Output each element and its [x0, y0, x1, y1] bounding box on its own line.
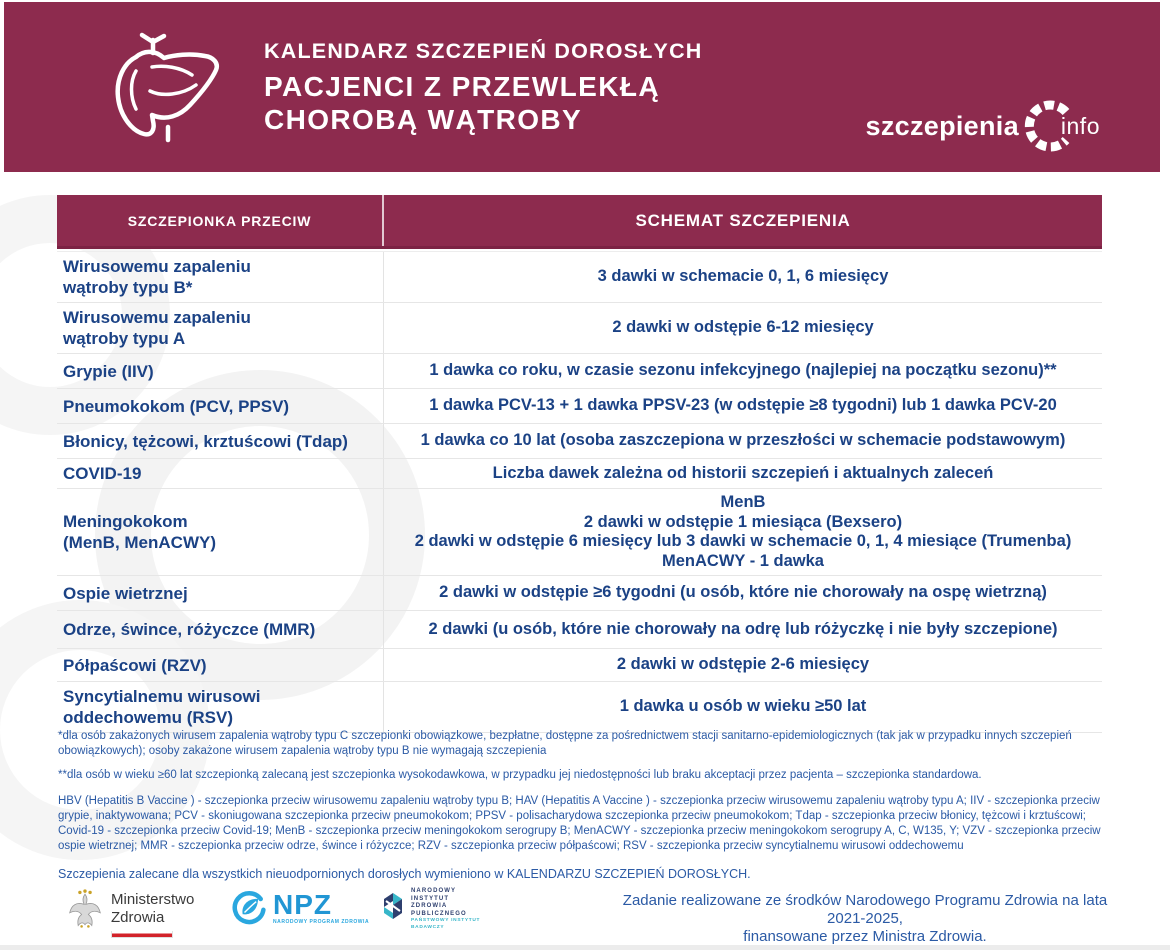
- ministry-name-line1: Ministerstwo: [111, 891, 195, 908]
- schema-text-line: 1 dawka PCV-13 + 1 dawka PPSV-23 (w odstępie ≥8 tygodni) lub 1 dawka PCV-20: [429, 396, 1057, 415]
- vaccine-name-line: oddechowemu (RSV): [63, 708, 234, 727]
- schema-cell: [384, 682, 1102, 732]
- schema-text-line: 2 dawki (u osób, które nie chorowały na odrę lub różyczkę i nie były szczepione): [428, 619, 1058, 638]
- schema-text-line: 2 dawki w odstępie ≥6 tygodni (u osób, które nie chorowały na ospę wietrzną): [439, 583, 1047, 602]
- vaccine-cell: [57, 649, 384, 681]
- banner-kicker: KALENDARZ SZCZEPIEŃ DOROSŁYCH: [264, 38, 703, 63]
- schema-cell: [384, 303, 1102, 353]
- funding-note: [610, 892, 1120, 946]
- nizp-line4: PUBLICZNEGO: [411, 910, 467, 917]
- vaccine-name-line: Odrze, śwince, różyczce (MMR): [63, 620, 316, 639]
- schema-text-line: 2 dawki w odstępie 6 miesięcy lub 3 dawki w schemacie 0, 1, 4 miesiące (Trumenba): [414, 532, 1072, 550]
- schema-cell: [384, 389, 1102, 423]
- table-row: [57, 489, 1102, 576]
- table-row: [57, 424, 1102, 459]
- vaccine-cell: [57, 576, 384, 610]
- poland-flag-bar: [111, 931, 173, 938]
- notes-section: [58, 729, 1108, 882]
- vaccine-cell: [57, 459, 384, 488]
- schema-cell: [384, 252, 1102, 302]
- schema-cell: [384, 459, 1102, 488]
- vaccine-cell: [57, 252, 384, 302]
- vaccine-name-line: Półpaścowi (RZV): [63, 655, 207, 675]
- vaccine-name-line: COVID-19: [63, 464, 142, 483]
- footnote-2: **dla osób w wieku ≥60 lat szczepionką zalecaną jest szczepionka wysokodawkowa, w przypadku jej niedostępności lub braku akceptacji przez pacjenta – szczepionka standardowa.: [58, 769, 982, 781]
- table-row: [57, 682, 1102, 733]
- nizp-line2: INSTYTUT: [411, 895, 450, 902]
- schema-text-line: Liczba dawek zależna od historii szczepień i aktualnych zaleceń: [492, 463, 994, 482]
- schema-text-line: 2 dawki w odstępie 1 miesiąca (Bexsero): [583, 512, 903, 531]
- header-banner: [4, 2, 1160, 172]
- vaccine-name-line: wątroby typu B*: [63, 278, 193, 297]
- funding-note-line1: Zadanie realizowane ze środków Narodowego Programu Zdrowia na lata 2021-2025,: [622, 892, 1108, 927]
- footnote-1: *dla osób zakażonych wirusem zapalenia wątroby typu C szczepionki obowiązkowe, bezpłatne, dostępne za pośrednictwem stacji sanitarno-epidemiologicznych (tak jak w przypadku innych szczepień obowiązkowych); osoby zakażone wirusem zapalenia wątroby typu B nie wymagają szczepienia: [58, 730, 1072, 757]
- vaccine-cell: [57, 489, 384, 575]
- schema-text-line: MenB: [720, 493, 766, 511]
- schema-cell: [384, 489, 1102, 575]
- table-row: [57, 389, 1102, 424]
- schema-text-line: 1 dawka u osób w wieku ≥50 lat: [619, 697, 867, 716]
- brand-suffix: info: [1060, 112, 1100, 139]
- vaccine-cell: [57, 389, 384, 423]
- vaccine-name-line: wątroby typu A: [63, 329, 186, 348]
- table-row: [57, 303, 1102, 354]
- vaccine-name-line: Pneumokokom (PCV, PPSV): [63, 396, 290, 416]
- ministry-name-line2: Zdrowia: [111, 909, 165, 926]
- npz-acronym: NPZ: [273, 888, 332, 920]
- schema-cell: [384, 424, 1102, 458]
- column-header-vaccine: SZCZEPIONKA PRZECIW: [57, 195, 384, 246]
- vaccine-cell: [57, 611, 384, 648]
- schema-text-line: 2 dawki w odstępie 2-6 miesięcy: [616, 655, 870, 674]
- schema-text-line: 2 dawki w odstępie 6-12 miesięcy: [612, 318, 874, 337]
- table-row: [57, 252, 1102, 303]
- nizp-line3: ZDROWIA: [411, 903, 448, 909]
- schema-text-line: 3 dawki w schemacie 0, 1, 6 miesięcy: [597, 267, 889, 286]
- pzh-mark-icon: [380, 890, 406, 920]
- recommendation-note: Szczepienia zalecane dla wszystkich nieuodpornionych dorosłych wymieniono w KALENDARZU SZCZEPIEŃ DOROSŁYCH.: [58, 867, 751, 881]
- table-row: [57, 459, 1102, 489]
- liver-icon: [106, 31, 236, 143]
- page-title-line1: PACJENCI Z PRZEWLEKŁĄ: [264, 70, 660, 102]
- vaccine-name-line: Ospie wietrznej: [63, 583, 188, 603]
- ministry-of-health-logo: [68, 889, 194, 938]
- schema-text-line: 1 dawka co roku, w czasie sezonu infekcyjnego (najlepiej na początku sezonu)**: [429, 361, 1057, 380]
- nizp-subline2: BADAWCZY: [411, 924, 445, 930]
- vaccine-cell: [57, 354, 384, 388]
- brand-word: szczepienia: [865, 110, 1019, 141]
- schema-cell: [384, 576, 1102, 610]
- vaccine-cell: [57, 303, 384, 353]
- npz-subtitle: NARODOWY PROGRAM ZDROWIA: [273, 918, 370, 925]
- vaccine-name-line: Wirusowemu zapaleniu: [63, 308, 251, 327]
- abbreviations-paragraph: HBV (Hepatitis B Vaccine ) - szczepionka przeciw wirusowemu zapaleniu wątroby typu B; HAV (Hepatitis A Vaccine ) - szczepionka przeciw wirusowemu zapaleniu wątroby typu A; IIV - szczepionka przeciw grypie, inaktywowana; PCV - skoniugowana szczepionka przeciw pneumokokom; PPSV - polisacharydowa szczepionka przeciw pneumokokom; Tdap - szczepionka przeciw błonicy, tężcowi i krztuścowi; Covid-19 - szczepionka przeciw Covid-19; MenB - szczepionka przeciw meningokokom serogrupy B; MenACWY - szczepionka przeciw meningokokom serogrupy A, C, W135, Y; VZV - szczepionka przeciw ospie wietrznej; MMR - szczepionka przeciw odrze, śwince i różyczce; RZV - szczepionka przeciw półpaścowi; RSV - szczepionka przeciw syncytialnemu wirusowi oddechowemu: [58, 795, 1101, 852]
- vaccine-name-line: Meningokokom: [63, 512, 188, 531]
- vaccine-cell: [57, 424, 384, 458]
- table-header-row: [57, 195, 1102, 249]
- npz-leaf-circle-icon: [231, 890, 267, 926]
- vaccine-table-body: [57, 251, 1102, 733]
- eagle-icon: [68, 889, 102, 931]
- table-row: [57, 354, 1102, 389]
- npz-logo: [231, 890, 369, 926]
- vaccine-name-line: Syncytialnemu wirusowi: [63, 687, 261, 706]
- page-title-line2: CHOROBĄ WĄTROBY: [264, 103, 583, 135]
- table-row: [57, 649, 1102, 682]
- szczepienia-info-logo: [866, 100, 1100, 152]
- schema-text-line: 1 dawka co 10 lat (osoba zaszczepiona w przeszłości w schemacie podstawowym): [420, 431, 1066, 450]
- schema-cell: [384, 649, 1102, 681]
- table-row: [57, 611, 1102, 649]
- footer: [58, 884, 1112, 945]
- schema-cell: [384, 354, 1102, 388]
- vaccination-table: [57, 195, 1102, 733]
- vaccine-name-line: Grypie (IIV): [63, 361, 154, 381]
- schema-text-line: MenACWY - 1 dawka: [662, 551, 824, 570]
- schema-cell: [384, 611, 1102, 648]
- nizp-pzh-logo: [380, 888, 480, 931]
- vaccine-name-line: Wirusowemu zapaleniu: [63, 257, 251, 276]
- vaccine-name-line: (MenB, MenACWY): [63, 533, 216, 552]
- column-header-schema: SCHEMAT SZCZEPIENIA: [635, 210, 851, 230]
- vaccine-cell: [57, 682, 384, 732]
- table-row: [57, 576, 1102, 611]
- nizp-line1: NARODOWY: [411, 888, 457, 894]
- funding-note-line2: finansowane przez Ministra Zdrowia.: [743, 928, 987, 945]
- vaccine-name-line: Błonicy, tężcowi, krztuścowi (Tdap): [63, 431, 348, 451]
- nizp-subline1: PAŃSTWOWY INSTYTUT: [411, 918, 481, 923]
